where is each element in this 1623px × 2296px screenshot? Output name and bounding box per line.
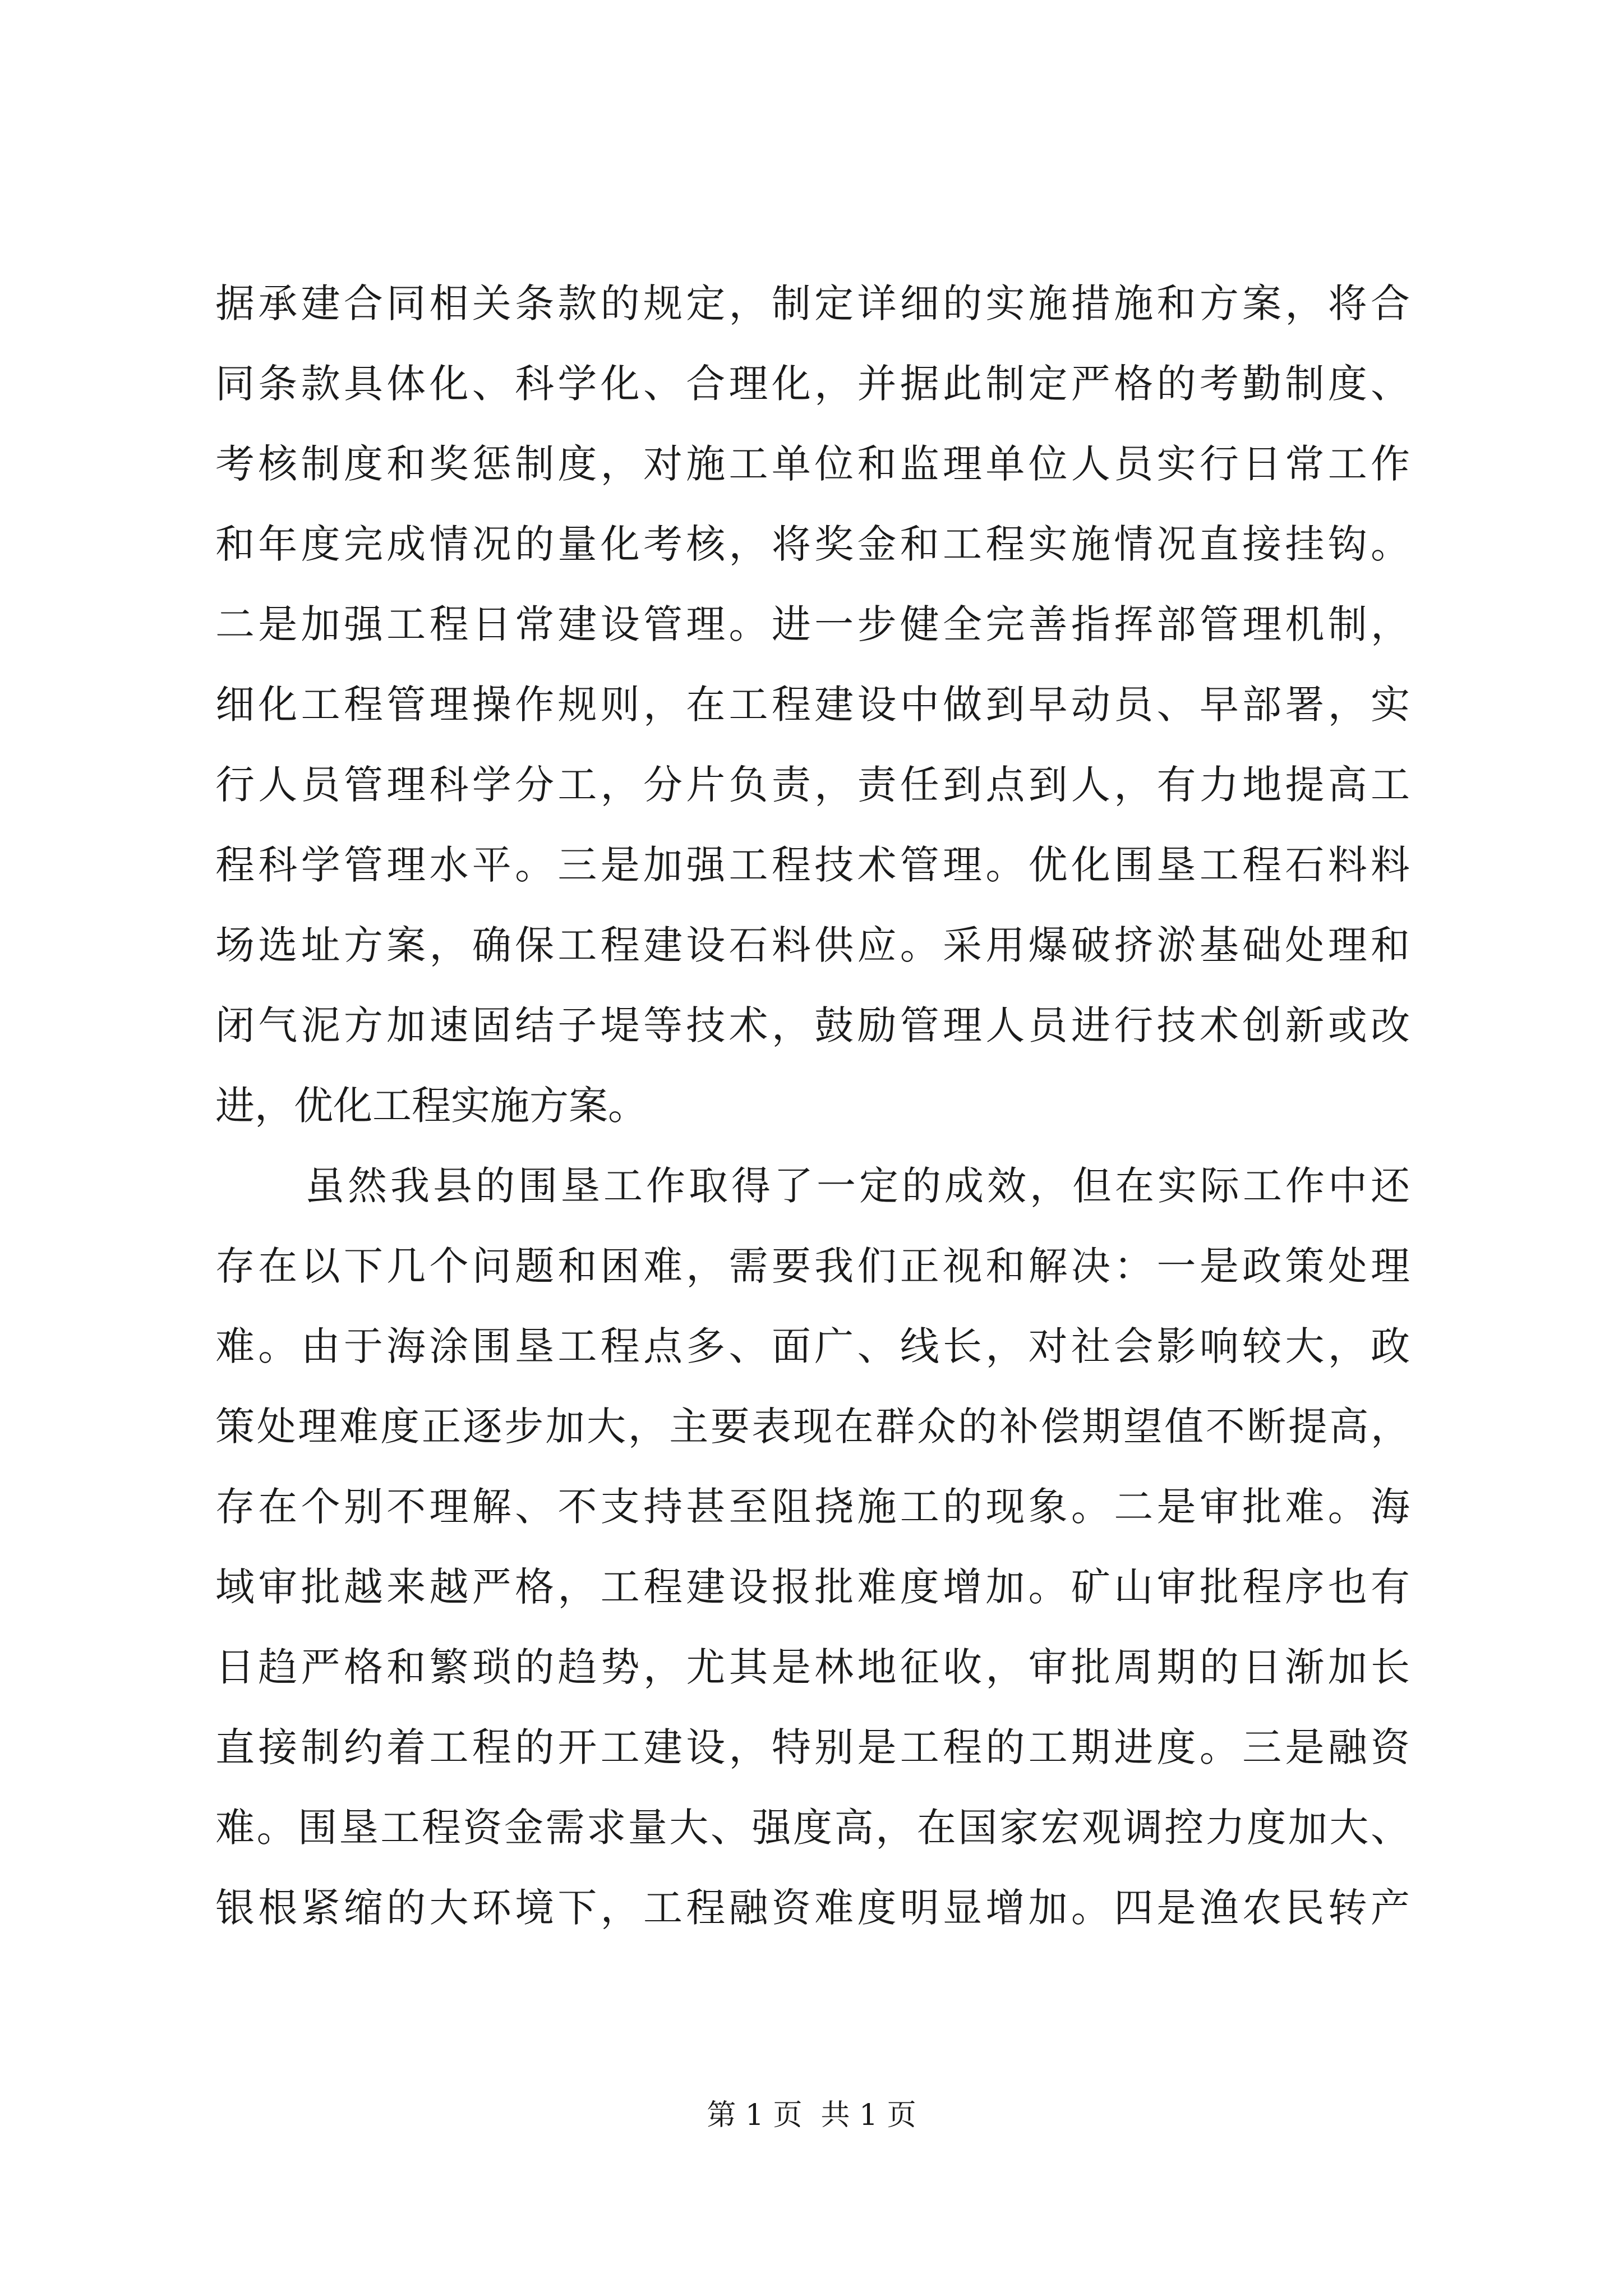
text-line: 程科学管理水平。三是加强工程技术管理。优化围垦工程石料料 [215, 842, 1410, 888]
text-line: 直接制约着工程的开工建设，特别是工程的工期进度。三是融资 [215, 1724, 1410, 1770]
text-line: 细化工程管理操作规则，在工程建设中做到早动员、早部署，实 [215, 682, 1410, 728]
text-line: 据承建合同相关条款的规定，制定详细的实施措施和方案，将合 [215, 280, 1410, 326]
text-line: 域审批越来越严格，工程建设报批难度增加。矿山审批程序也有 [215, 1564, 1410, 1610]
text-line: 虽然我县的围垦工作取得了一定的成效，但在实际工作中还 [305, 1163, 1410, 1209]
text-line: 行人员管理科学分工，分片负责，责任到点到人，有力地提高工 [215, 762, 1410, 808]
body-text [215, 264, 1410, 1948]
text-line: 存在以下几个问题和困难，需要我们正视和解决：一是政策处理 [215, 1243, 1410, 1289]
text-line: 策处理难度正逐步加大，主要表现在群众的补偿期望值不断提高， [215, 1404, 1410, 1450]
text-line: 和年度完成情况的量化考核，将奖金和工程实施情况直接挂钩。 [215, 521, 1410, 567]
text-line: 考核制度和奖惩制度，对施工单位和监理单位人员实行日常工作 [215, 441, 1410, 487]
paragraph-2 [215, 1146, 1410, 1948]
text-line: 存在个别不理解、不支持甚至阻挠施工的现象。二是审批难。海 [215, 1484, 1410, 1530]
text-line: 银根紧缩的大环境下，工程融资难度明显增加。四是渔农民转产 [215, 1885, 1410, 1931]
text-line: 进，优化工程实施方案。 [215, 1083, 647, 1129]
paragraph-1 [215, 264, 1410, 1146]
text-line: 难。围垦工程资金需求量大、强度高，在国家宏观调控力度加大、 [215, 1805, 1410, 1851]
text-line: 同条款具体化、科学化、合理化，并据此制定严格的考勤制度、 [215, 361, 1410, 407]
page-number: 第 1 页 共 1 页 [707, 2099, 916, 2132]
text-line: 二是加强工程日常建设管理。进一步健全完善指挥部管理机制， [215, 601, 1410, 647]
page-footer [0, 2091, 1623, 2133]
text-line: 闭气泥方加速固结子堤等技术，鼓励管理人员进行技术创新或改 [215, 1002, 1410, 1048]
text-line: 场选址方案，确保工程建设石料供应。采用爆破挤淤基础处理和 [215, 922, 1410, 968]
text-line: 日趋严格和繁琐的趋势，尤其是林地征收，审批周期的日渐加长 [215, 1644, 1410, 1690]
text-line: 难。由于海涂围垦工程点多、面广、线长，对社会影响较大，政 [215, 1323, 1410, 1369]
